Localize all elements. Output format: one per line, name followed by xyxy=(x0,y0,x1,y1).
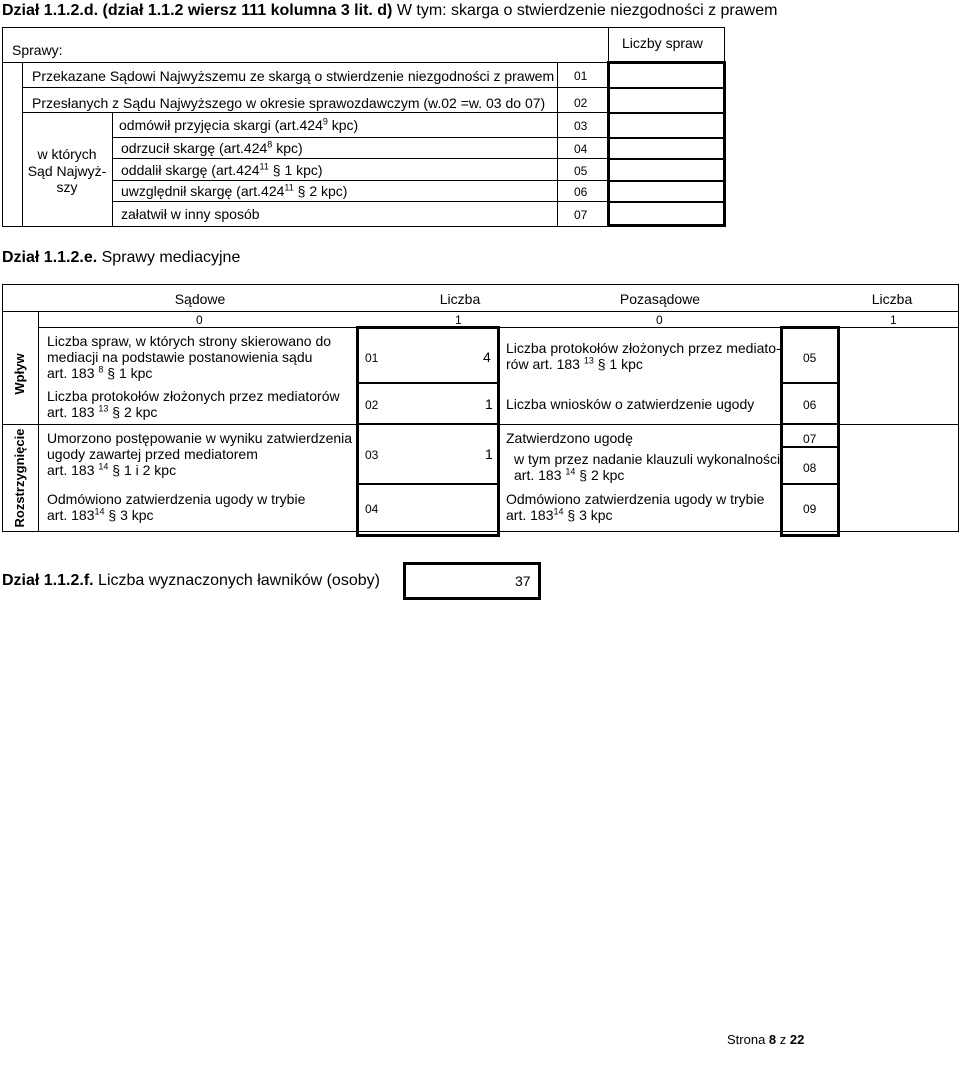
col-sadowe: Sądowe xyxy=(174,291,226,307)
left-row-02-line1: Liczba protokołów złożonych przez mediatorów xyxy=(47,388,340,404)
right-row-09-line1: Odmówiono zatwierdzenia ugody w trybie xyxy=(506,491,765,507)
left-row-04-line2: art. $183^{14}$ § 3 kpc xyxy=(47,506,154,523)
left-row-02-code: 02 xyxy=(365,398,379,412)
row-07-label: załatwił w inny sposób xyxy=(121,206,260,222)
col-pozasadowe: Pozasądowe xyxy=(619,291,701,307)
left-row-01-code: 01 xyxy=(365,351,379,365)
left-row-01-line3: art. 183 $^8$ § 1 kpc xyxy=(47,364,153,381)
right-row-05-line2: rów art. 183 $^{13}$ § 1 kpc xyxy=(506,355,643,372)
right-row-09-line2: art. $183^{14}$ § 3 kpc xyxy=(506,506,613,523)
section-f-heading: Dział 1.1.2.f. Liczba wyznaczonych ławników (osoby) xyxy=(2,572,380,589)
section-d-heading-tail: W tym: skarga o stwierdzenie niezgodności z prawem xyxy=(392,2,778,19)
row-03-label: odmówił przyjęcia skargi (art.424$^9$ kpc) xyxy=(119,116,359,133)
left-row-01-line2: mediacji na podstawie postanowienia sądu xyxy=(47,349,313,365)
col-liczba-1: Liczba xyxy=(439,291,481,307)
row-02-code: 02 xyxy=(574,96,588,110)
left-row-01-line1: Liczba spraw, w których strony skierowano do xyxy=(47,333,332,349)
row-05-label: oddalił skargę (art.424$^{11}$ § 1 kpc) xyxy=(121,161,323,178)
row-03-code: 03 xyxy=(574,119,588,133)
row-05-code: 05 xyxy=(574,164,588,178)
page-number: Strona 8 z 22 xyxy=(727,1032,805,1047)
index-0-left: 0 xyxy=(196,313,203,327)
row-01-label: Przekazane Sądowi Najwyższemu ze skargą o stwierdzenie niezgodności z prawem xyxy=(32,68,555,84)
left-row-03-line3: art. 183 $^{14}$ § 1 i 2 kpc xyxy=(47,461,177,478)
row-06-code: 06 xyxy=(574,185,588,199)
left-row-03-code: 03 xyxy=(365,448,379,462)
left-row-01-value: 4 xyxy=(483,349,491,365)
sprawy-label: Sprawy: xyxy=(12,42,63,58)
left-row-04-code: 04 xyxy=(365,502,379,516)
group-label-line3: szy xyxy=(56,179,78,195)
side-label-rozstrzygniecie: Rozstrzygnięcie xyxy=(12,428,27,528)
liczby-spraw-label: Liczby spraw xyxy=(622,35,703,51)
row-04-label: odrzucił skargę (art.424$^8$ kpc) xyxy=(121,139,303,156)
right-row-08-line2: art. 183 $^{14}$ § 2 kpc xyxy=(514,466,625,483)
row-07-code: 07 xyxy=(574,208,588,222)
section-e-heading: Dział 1.1.2.e. Sprawy mediacyjne xyxy=(2,249,241,266)
right-row-05-code: 05 xyxy=(803,351,817,365)
left-row-03-line1: Umorzono postępowanie w wyniku zatwierdzenia xyxy=(47,430,353,446)
index-1-left: 1 xyxy=(455,313,462,327)
index-0-right: 0 xyxy=(656,313,663,327)
row-01-code: 01 xyxy=(574,69,588,83)
right-row-06-line1: Liczba wniosków o zatwierdzenie ugody xyxy=(506,396,755,412)
right-row-09-code: 09 xyxy=(803,502,817,516)
row-04-code: 04 xyxy=(574,142,588,156)
right-row-08-code: 08 xyxy=(803,461,817,475)
right-row-06-code: 06 xyxy=(803,398,817,412)
right-row-05-line1: Liczba protokołów złożonych przez mediato- xyxy=(506,340,781,356)
left-row-02-line2: art. 183 $^{13}$ § 2 kpc xyxy=(47,403,158,420)
section-d-heading xyxy=(2,2,777,20)
left-row-02-value: 1 xyxy=(485,396,493,412)
section-d-heading-bold: Dział 1.1.2.d. xyxy=(2,2,99,19)
group-label-line2: Sąd Najwyż- xyxy=(27,163,107,179)
side-label-wplyw: Wpływ xyxy=(12,353,27,395)
row-06-label: uwzględnił skargę (art.424$^{11}$ § 2 kpc) xyxy=(121,182,348,199)
left-row-04-line1: Odmówiono zatwierdzenia ugody w trybie xyxy=(47,491,306,507)
right-row-07-line1: Zatwierdzono ugodę xyxy=(506,430,633,446)
left-row-03-line2: ugody zawartej przed mediatorem xyxy=(47,446,258,462)
lawnicy-value: 37 xyxy=(515,573,531,589)
index-1-right: 1 xyxy=(890,313,897,327)
left-row-03-value: 1 xyxy=(485,446,493,462)
row-02-label: Przesłanych z Sądu Najwyższego w okresie sprawozdawczym (w.02 =w. 03 do 07) xyxy=(32,95,546,111)
group-label-line1: w których xyxy=(37,146,97,162)
right-row-07-code: 07 xyxy=(803,432,817,446)
right-row-08-line1: w tym przez nadanie klauzuli wykonalności xyxy=(514,451,781,467)
col-liczba-2: Liczba xyxy=(871,291,913,307)
section-d-heading-rest: (dział 1.1.2 wiersz 111 kolumna 3 lit. d) xyxy=(98,2,393,19)
